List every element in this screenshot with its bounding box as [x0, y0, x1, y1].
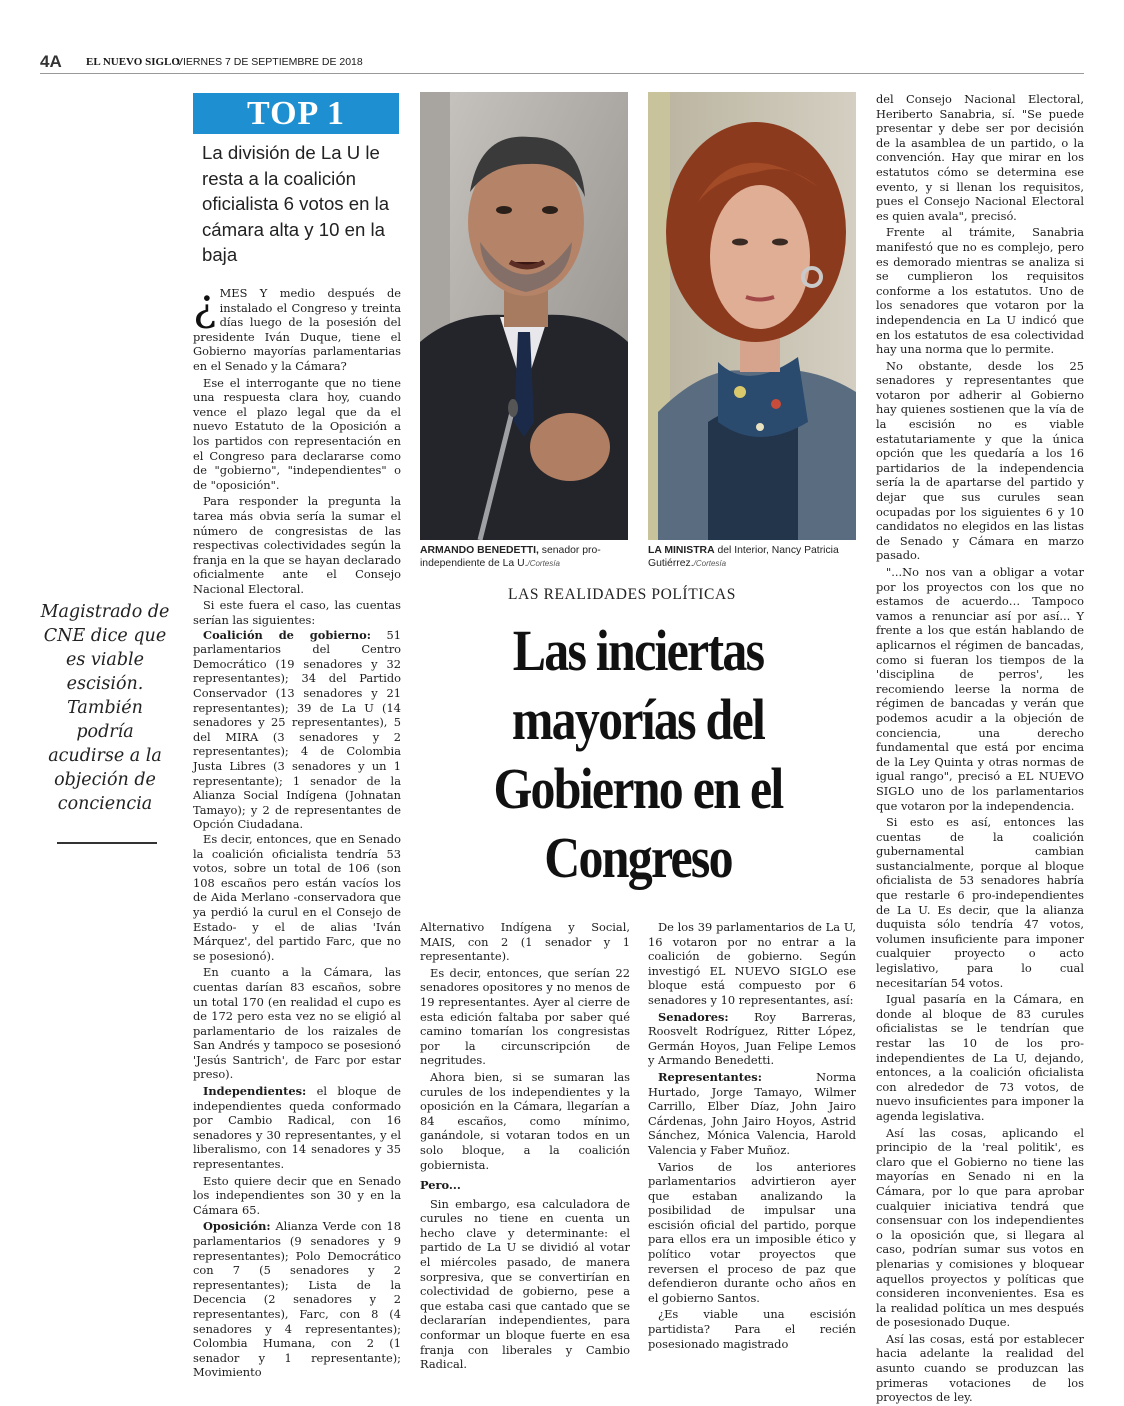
paragraph: ¿ MES Y medio después de instalado el Congreso y treinta días luego de la posesión del presidente Iván Duque, tiene el Gobierno mayorías parlamentarias en el Senado y la Cámara?	[193, 280, 401, 373]
paragraph: No obstante, desde los 25 senadores y representantes que votaron por adherir al Gobierno hay quienes sostienen que la vía de la escisión no es viable estatutariamente y que la única opción que les quedaría a los 16 partidarios de la independencia sería la de apartarse del partido y dejar que sus curules sean ocupadas por los siguientes 6 y 10 candidatos no elegidos en las listas de Senado y Cámara en marzo pasado.	[876, 358, 1084, 563]
subheading: Pero...	[420, 1178, 461, 1193]
paragraph: Es decir, entonces, que serían 22 senadores opositores y no menos de 19 representantes. Ayer al cierre de esta edición faltaba por saber qué camino tomarían los congresistas por la circunscripción de negritudes.	[420, 965, 630, 1068]
caption-benedetti-credit: /Cortesía	[527, 559, 560, 568]
caption-gutierrez-credit: /Cortesía	[693, 559, 727, 568]
article-column-1	[193, 280, 402, 1380]
paragraph: Sin embargo, esa calculadora de curules no tiene en cuenta un hecho clave y determinante: el partido de La U se dividió al votar el miércoles pasado, de manera sorpresiva, que se convertirían en colectividad de gobierno, pese a que estaba casi que cantado que se declararían independientes, para conformar un bloque fuerte en esa franja con liberales y Cambio Radical.	[420, 1196, 630, 1372]
paragraph: Así las cosas, aplicando el principio de la 'real politik', es claro que el Gobierno no tiene las mayorías en Senado ni en la Cámara, por lo que para aprobar cualquier iniciativa tendrá que consensuar con los independientes o la oposición que, si llegara al caso, podrían sumar sus votos en plenarias y comisiones y bloquear aquellos proyectos y políticas que consideren inconvenientes. Esa es la realidad política un mes después de posesionado Duque.	[876, 1125, 1084, 1330]
pull-quote: Magistrado de CNE dice que es viable escisión. También podría acudirse a la objeción de conciencia	[40, 602, 170, 814]
paragraph: En cuanto a la Cámara, las cuentas darían 83 escaños, sobre un total 170 (en realidad el cupo es de 172 pero esta vez no se eligió al parlamentario de los raizales de San Andrés y tampoco se posesionó 'Jesús Santrich', de Farc por estar preso).	[193, 965, 401, 1082]
photo-gutierrez	[648, 92, 856, 540]
caption-benedetti-name: ARMANDO BENEDETTI,	[420, 545, 539, 556]
caption-gutierrez	[648, 544, 858, 570]
paragraph: Independientes: el bloque de independientes queda conformado por Cambio Radical, con 16 senadores y 30 representantes, y el liberalismo, con 14 senadores y 35 representantes.	[193, 1084, 401, 1172]
paragraph: Es decir, entonces, que en Senado la coalición oficialista tendría 53 votos, sobre un total de 106 (son 108 escaños pero están vacíos los de Aida Merlano -conservadora que ya perdió la curul en el Consejo de Estado- y el de alias 'Iván Márquez', del partido Farc, que no se posesionó).	[193, 831, 401, 963]
paragraph: Alternativo Indígena y Social, MAIS, con 2 (1 senador y 1 representante).	[420, 920, 630, 964]
paragraph: De los 39 parlamentarios de La U, 16 votaron por no entrar a la coalición de gobierno. Según investigó EL NUEVO SIGLO ese bloque está compuesto por 6 senadores y 10 representantes, así:	[648, 920, 856, 1007]
article-column-2	[420, 920, 630, 1372]
paragraph: Oposición: Alianza Verde con 18 parlamentarios (9 senadores y 9 representantes); Polo Democrático con 7 (5 senadores y 2 representantes); Lista de la Decencia (2 senadores y 2 representantes), Farc, con 8 (4 senadores y 4 representantes); Colombia Humana, con 2 (1 senador y 1 representante); Movimiento	[193, 1219, 401, 1380]
caption-gutierrez-text: del Interior, Nancy Patricia Gutiérrez.	[648, 545, 839, 569]
paragraph: Si este fuera el caso, las cuentas serían las siguientes:	[193, 598, 401, 628]
page-number: 4A	[40, 52, 62, 71]
paragraph: Si esto es así, entonces las cuentas de la coalición gubernamental cambian sustancialmente, porque al bloque oficialista de 53 senadores habría que restarle 6 pro-independientes de La U. Es decir, que la alianza duquista sólo tendría 47 votos, volumen insuficiente para imponer cualquier proyecto o acto legislativo, para lo cual necesitarían 54 votos.	[876, 815, 1084, 990]
paragraph: Ahora bien, si se sumaran las curules de los independientes y la oposición en la Cámara, llegarían a 84 escaños, como mínimo, ganándole, si votaran todos en un solo bloque, a la coalición gobiernista.	[420, 1069, 630, 1172]
photo-gutierrez-image	[648, 92, 856, 540]
top-box-label: TOP 1	[193, 93, 399, 134]
issue-date: VIERNES 7 DE SEPTIEMBRE DE 2018	[176, 56, 363, 68]
photo-benedetti	[420, 92, 628, 540]
paragraph: Ese el interrogante que no tiene una respuesta clara hoy, cuando vence el plazo legal que da el nuevo Estatuto de la Oposición a los partidos con representación en el Congreso para declararse como de "gobierno", "independientes" o de "oposición".	[193, 375, 401, 492]
paragraph: Así las cosas, está por establecer hacia adelante la realidad del asunto cuando se produzcan las primeras votaciones de los proyectos de ley.	[876, 1331, 1084, 1405]
paragraph: Igual pasaría en la Cámara, en donde al bloque de 83 curules oficialistas se le tendrían que restar las 10 de los pro-independientes de La U, dejando, entonces, a la coalición oficialista con alrededor de 73 votos, de nuevo insuficientes para imponer la agenda legislativa.	[876, 992, 1084, 1123]
paragraph: del Consejo Nacional Electoral, Heriberto Sanabria, sí. "Se puede presentar y debe ser por decisión de la asamblea de un partido, o la convención. Hay que mirar en los estatutos cómo se determina ese evento, y si llenan los requisitos, pues el Consejo Nacional Electoral es quien avala", precisó.	[876, 92, 1084, 223]
paragraph: Esto quiere decir que en Senado los independientes son 30 y en la Cámara 65.	[193, 1173, 401, 1217]
paragraph: Varios de los anteriores parlamentarios advirtieron ayer que estaban analizando la posibilidad de impulsar una escisión oficial del partido, porque para ellos era un imposible ético y político votar proyectos que reversen el proceso de paz que defendieron durante ocho años en el gobierno Santos.	[648, 1159, 856, 1305]
paragraph: Frente al trámite, Sanabria manifestó que no es complejo, pero es demorado mientras se analiza si se cumplieron los requisitos conforme a los estatutos. Uno de los senadores que votaron por la independencia en La U indicó que en los estatutos de esa colectividad hay una norma que lo permite.	[876, 225, 1084, 357]
article-headline: Las inciertas mayorías del Gobierno en el Congreso	[493, 618, 783, 890]
article-kicker: LAS REALIDADES POLÍTICAS	[508, 586, 736, 603]
paragraph: Coalición de gobierno: 51 parlamentarios del Centro Democrático (19 senadores y 32 representantes); 34 del Partido Conservador (13 senadores y 21 representantes); 39 de La U (14 senadores y 25 representantes), 5 del MIRA (3 senadores y 2 representantes); 4 de Colombia Justa Libres (3 senadores y un 1 representante); 1 senador de la Alianza Social Indígena (Johnatan Tamayo); y 2 de representantes de Opción Ciudadana.	[193, 627, 402, 832]
paragraph: "...No nos van a obligar a votar por los proyectos con los que no estamos de acuerdo… Tampoco vamos a renunciar así por así... Y frente a los que están hablando de aplicarnos el régimen de bancadas, como si fueran los tiempos de la 'disciplina de perros', les recomiendo leerse la norma de régimen de bancadas y verán que podemos acudir a la objeción de conciencia, una derecho fundamental que está por encima de la Ley Quinta y otras normas de igual rango", precisó a EL NUEVO SIGLO uno de los parlamentarios que votaron por la independencia.	[876, 565, 1084, 813]
article-column-3	[648, 920, 856, 1351]
pull-quote-rule	[57, 842, 157, 844]
page-header	[40, 52, 1084, 72]
paragraph: Representantes: Norma Hurtado, Jorge Tamayo, Wilmer Carrillo, Elber Díaz, John Jairo Cárdenas, John Jairo Hoyos, Astrid Sánchez, Mónica Valencia, Harold Valencia y Faber Muñoz.	[648, 1069, 856, 1157]
caption-gutierrez-name: LA MINISTRA	[648, 545, 715, 556]
article-column-4	[876, 92, 1084, 1405]
paragraph: Para responder la pregunta la tarea más obvia sería la sumar el número de congresistas de las respectivas colectividades según la franja en la que se hayan declarado oficialmente ante el Consejo Nacional Electoral.	[193, 494, 401, 596]
caption-benedetti	[420, 544, 630, 570]
photo-benedetti-image	[420, 92, 628, 540]
paragraph: Senadores: Roy Barreras, Roosvelt Rodríguez, Ritter López, Germán Hoyos, Juan Felipe Lemos y Armando Benedetti.	[648, 1009, 856, 1068]
paragraph: ¿Es viable una escisión partidista? Para el recién posesionado magistrado	[648, 1307, 856, 1351]
caption-benedetti-text: senador pro-independiente de La U.	[420, 545, 601, 569]
newspaper-name: EL NUEVO SIGLO	[86, 56, 180, 68]
drop-cap: ¿	[193, 280, 217, 331]
header-rule	[40, 73, 1084, 74]
top-box-summary: La división de La U le resta a la coalición oficialista 6 votos en la cámara alta y 10 en la baja	[202, 142, 390, 265]
